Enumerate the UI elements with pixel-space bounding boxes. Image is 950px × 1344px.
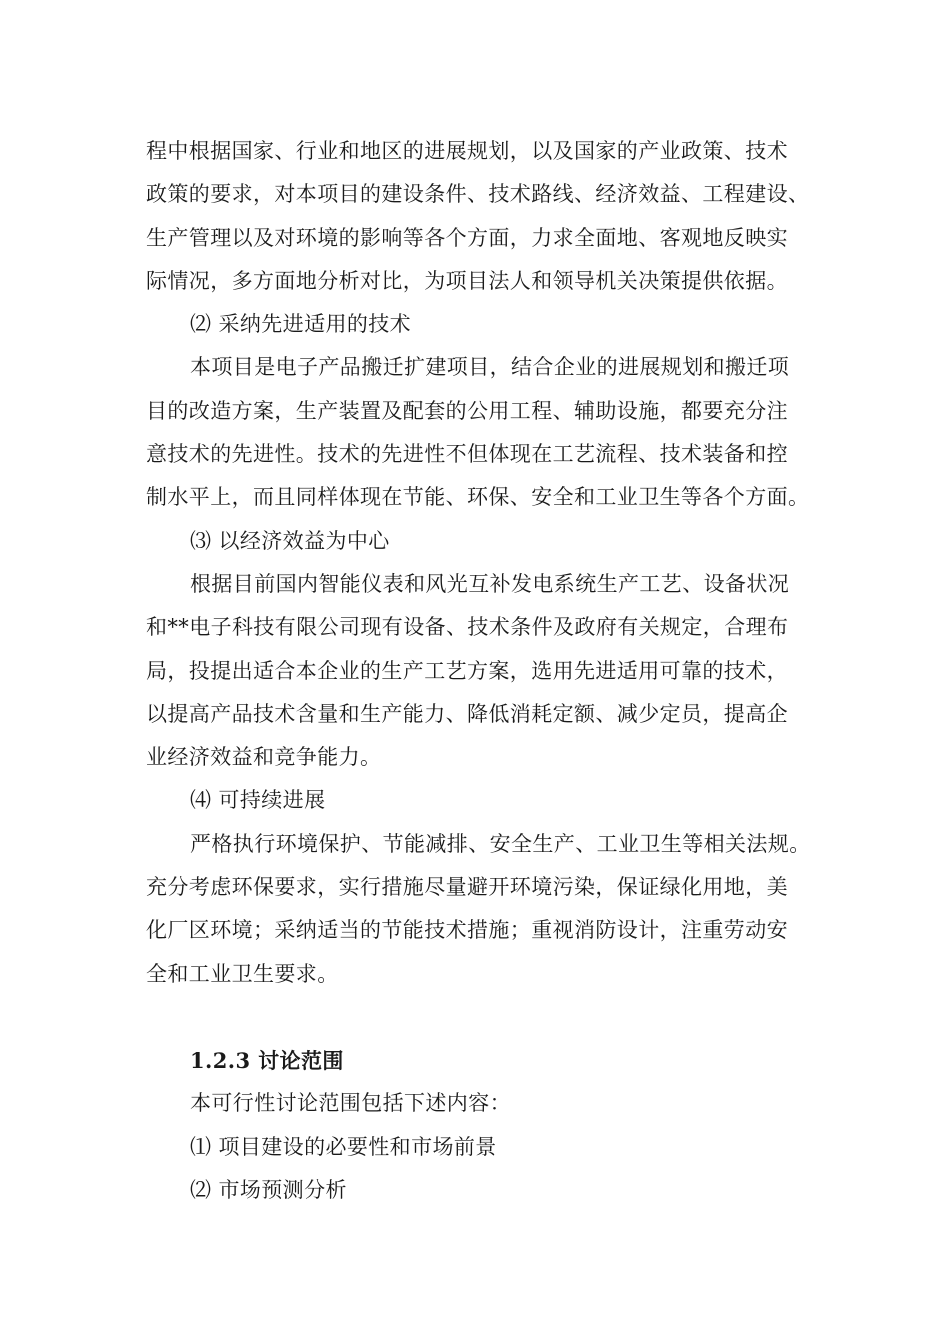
paragraph-p1 (146, 130, 862, 303)
text-line: 根据目前国内智能仪表和风光互补发电系统生产工艺、设备状况 (190, 571, 790, 596)
text-line: 充分考虑环保要求，实行措施尽量避开环境污染，保证绿化用地，美 (146, 875, 788, 900)
document-page (146, 130, 862, 1212)
text-line: 以提高产品技术含量和生产能力、降低消耗定额、减少定员，提高企 (146, 701, 788, 726)
list-item-title: ⑷ 可持续进展 (190, 788, 326, 813)
text-line: 局，投提出适合本企业的生产工艺方案，选用先进适用可靠的技术， (146, 658, 788, 683)
text-line: 严格执行环境保护、节能减排、安全生产、工业卫生等相关法规。 (190, 831, 811, 856)
list-item-title: ⑶ 以经济效益为中心 (190, 528, 390, 553)
paragraph-p3 (146, 563, 862, 779)
paragraph-p4 (146, 823, 862, 996)
list-item: ⑵ 市场预测分析 (190, 1177, 347, 1202)
text-line: 程中根据国家、行业和地区的进展规划，以及国家的产业政策、技术 (146, 139, 788, 163)
text-line: 目的改造方案，生产装置及配套的公用工程、辅助设施，都要充分注 (146, 398, 788, 423)
text-line: 本项目是电子产品搬迁扩建项目，结合企业的进展规划和搬迁项 (190, 355, 790, 380)
section-heading: 1.2.3 讨论范围 (190, 1047, 344, 1073)
text-line: 业经济效益和竞争能力。 (146, 745, 382, 770)
text-line: 生产管理以及对环境的影响等各个方面，力求全面地、客观地反映实 (146, 225, 788, 250)
paragraph-p2 (146, 346, 862, 519)
text-line: 意技术的先进性。技术的先进性不但体现在工艺流程、技术装备和控 (146, 442, 788, 467)
text-line: 政策的要求，对本项目的建设条件、技术路线、经济效益、工程建设、 (146, 182, 810, 207)
section-intro: 本可行性讨论范围包括下述内容： (190, 1091, 511, 1116)
list-item: ⑴ 项目建设的必要性和市场前景 (190, 1134, 497, 1159)
text-line: 和**电子科技有限公司现有设备、技术条件及政府有关规定，合理布 (146, 615, 789, 640)
text-line: 全和工业卫生要求。 (146, 961, 339, 986)
text-line: 制水平上，而且同样体现在节能、环保、安全和工业卫生等各个方面。 (146, 485, 810, 510)
text-line: 际情况，多方面地分析对比，为项目法人和领导机关决策提供依据。 (146, 268, 788, 293)
list-item-title: ⑵ 采纳先进适用的技术 (190, 312, 412, 337)
text-line: 化厂区环境；采纳适当的节能技术措施；重视消防设计，注重劳动安 (146, 918, 788, 943)
